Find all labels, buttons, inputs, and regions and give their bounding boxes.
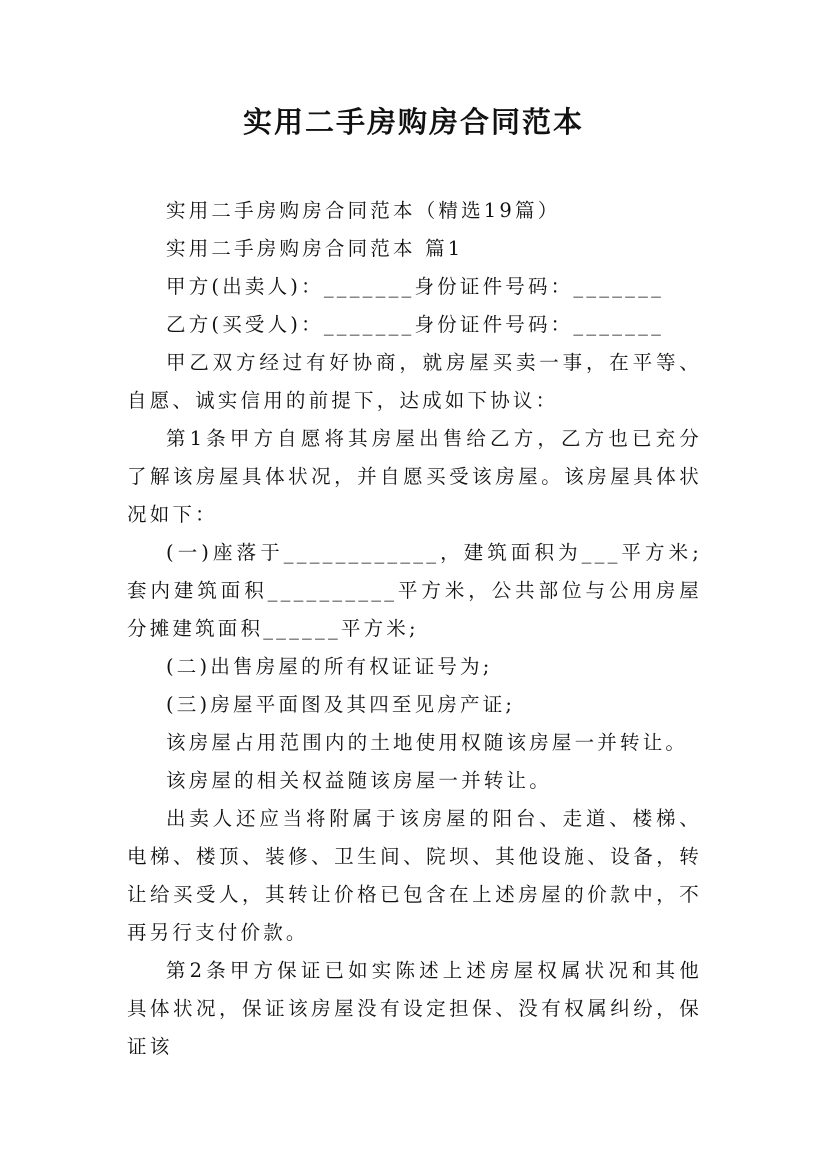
paragraph-subtitle: 实用二手房购房合同范本（精选19篇） [166, 199, 561, 222]
paragraph-article-1: 第1条甲方自愿将其房屋出售给乙方，乙方也已充分了解该房屋具体状况，并自愿买受该房屋。该房屋具体状况如下： [127, 427, 702, 526]
document-title: 实用二手房购房合同范本 [242, 105, 584, 139]
paragraph-item-2: (二)出售房屋的所有权证证号为; [166, 655, 493, 678]
paragraph-item-3: (三)房屋平面图及其四至见房产证; [166, 693, 516, 716]
paragraph-section-heading: 实用二手房购房合同范本 篇1 [166, 237, 464, 260]
paragraph-land-use: 该房屋占用范围内的土地使用权随该房屋一并转让。 [166, 731, 689, 754]
paragraph-party-b: 乙方(买受人)：_______身份证件号码：_______ [166, 313, 665, 336]
paragraph-article-2: 第2条甲方保证已如实陈述上述房屋权属状况和其他具体状况，保证该房屋没有设定担保、没有权属纠纷，保证该 [127, 959, 702, 1058]
paragraph-item-1: (一)座落于____________，建筑面积为___平方米;套内建筑面积__________平方米，公共部位与公用房屋分摊建筑面积______平方米; [127, 541, 702, 640]
paragraph-rights: 该房屋的相关权益随该房屋一并转让。 [166, 769, 552, 792]
document-body [127, 192, 702, 1066]
paragraph-party-a: 甲方(出卖人)：_______身份证件号码：_______ [166, 275, 665, 298]
paragraph-agreement-intro: 甲乙双方经过有好协商，就房屋买卖一事，在平等、自愿、诚实信用的前提下，达成如下协议： [127, 351, 702, 412]
paragraph-attachments: 出卖人还应当将附属于该房屋的阳台、走道、楼梯、电梯、楼顶、装修、卫生间、院坝、其他设施、设备，转让给买受人，其转让价格已包含在上述房屋的价款中，不再另行支付价款。 [127, 807, 702, 944]
